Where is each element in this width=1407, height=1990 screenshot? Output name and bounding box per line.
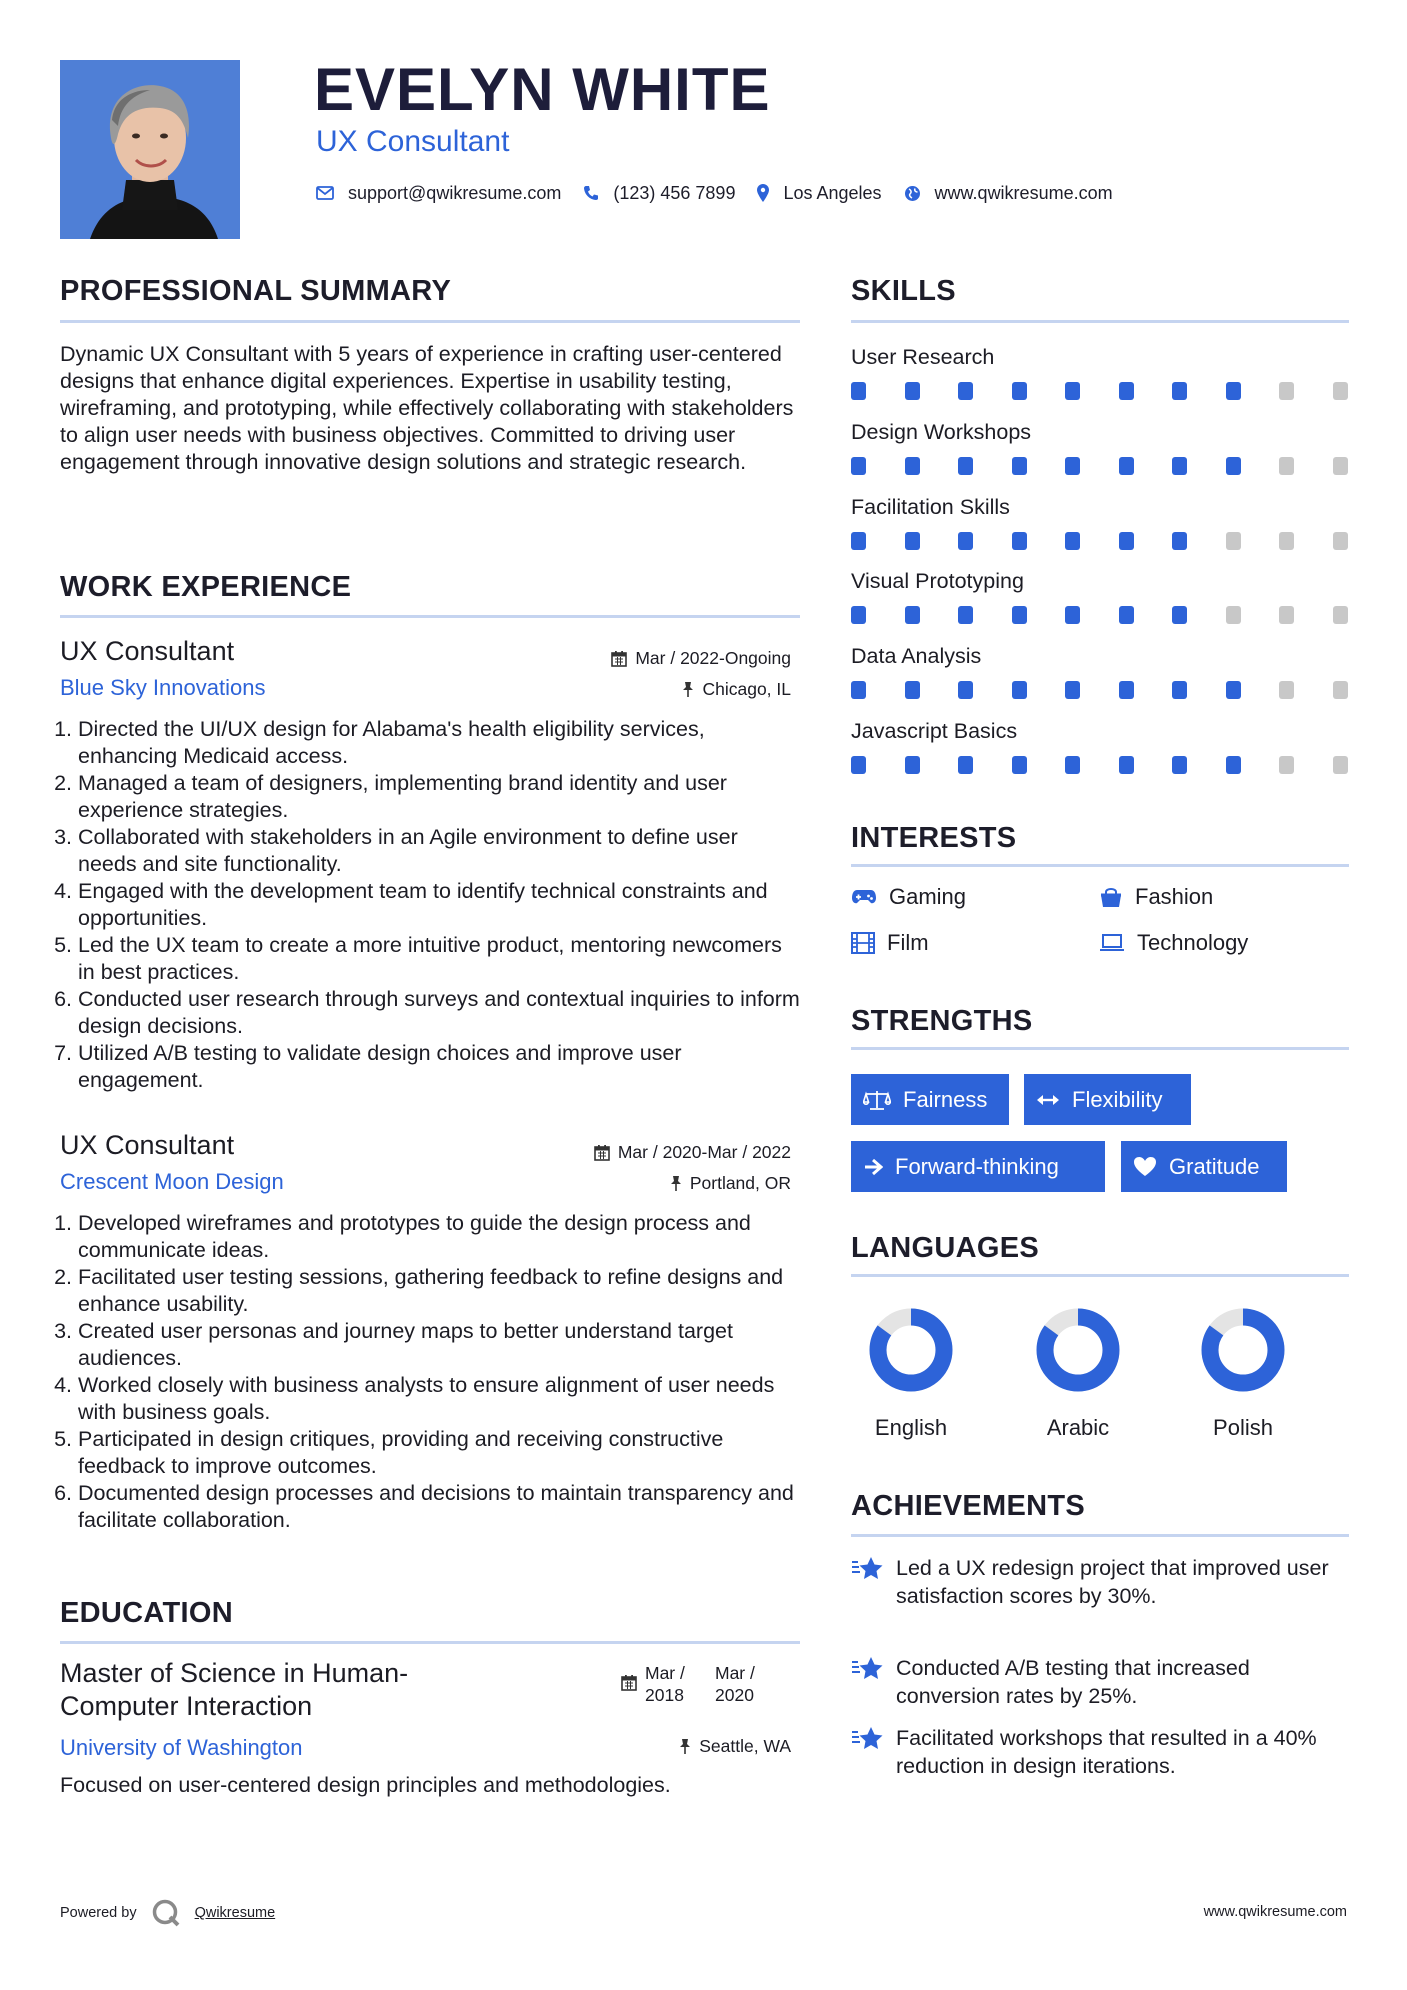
interest-item-film	[851, 929, 929, 957]
skill-dot-empty	[1279, 457, 1294, 475]
list-item: 3. Collaborated with stakeholders in an Agile environment to define user needs and site functionality.	[54, 825, 738, 876]
languages-heading: LANGUAGES	[851, 1232, 1039, 1264]
list-item: 6. Documented design processes and decisions to maintain transparency and facilitate collaboration.	[54, 1481, 794, 1532]
list-item: 1. Directed the UI/UX design for Alabama's health eligibility services, enhancing Medicaid access.	[54, 717, 705, 768]
phone-text: (123) 456 7899	[613, 182, 736, 203]
skill-dot-filled	[1119, 382, 1134, 400]
skills-divider	[851, 320, 1349, 323]
skill-dot-filled	[1226, 756, 1241, 774]
list-item: 4. Engaged with the development team to identify technical constraints and opportunities.	[54, 879, 768, 930]
language-donut-chart	[1035, 1307, 1121, 1393]
skill-name: Facilitation Skills	[851, 494, 1010, 519]
skill-dot-filled	[958, 756, 973, 774]
education-description: Focused on user-centered design principles and methodologies.	[60, 1773, 671, 1797]
strengths-divider	[851, 1047, 1349, 1050]
language-name: English	[874, 1415, 948, 1440]
skill-dot-filled	[905, 382, 920, 400]
candidate-name: EVELYN WHITE	[314, 56, 771, 123]
qwikresume-link[interactable]: Qwikresume	[194, 1905, 276, 1921]
profile-photo	[60, 60, 240, 239]
language-item	[1018, 1307, 1138, 1441]
strength-badge-flexibility	[1024, 1074, 1191, 1125]
education-location-text: Seattle, WA	[699, 1736, 791, 1756]
pushpin-icon	[682, 681, 694, 698]
contact-bar	[316, 178, 1135, 208]
skill-dot-filled	[851, 382, 866, 400]
skill-dot-empty	[1333, 606, 1348, 624]
skill-dot-filled	[1065, 532, 1080, 550]
job-bullets	[48, 1210, 800, 1534]
skill-dot-filled	[1012, 532, 1027, 550]
skill-dot-filled	[851, 606, 866, 624]
interest-label: Gaming	[889, 884, 967, 909]
job-title: UX Consultant	[60, 636, 235, 666]
list-item: 2. Managed a team of designers, implementing brand identity and user experience strategies.	[54, 771, 727, 822]
skill-dot-filled	[1012, 606, 1027, 624]
languages-divider	[851, 1274, 1349, 1277]
language-donut-chart	[1200, 1307, 1286, 1393]
calendar-icon	[594, 1144, 610, 1161]
skill-dot-filled	[851, 681, 866, 699]
skill-dot-filled	[1119, 532, 1134, 550]
skill-dot-filled	[905, 457, 920, 475]
shopping-bag-icon	[1099, 886, 1123, 908]
list-item: 2. Facilitated user testing sessions, gathering feedback to refine designs and enhance usability.	[54, 1265, 784, 1316]
interest-item-gaming	[851, 883, 966, 911]
skill-dot-filled	[851, 457, 866, 475]
achievement-item: Led a UX redesign project that improved user satisfaction scores by 30%.	[851, 1554, 1351, 1610]
achievement-item: Facilitated workshops that resulted in a 40% reduction in design iterations.	[851, 1724, 1351, 1780]
strength-label: Gratitude	[1169, 1153, 1260, 1179]
language-name: Arabic	[1046, 1415, 1110, 1440]
skill-dot-empty	[1333, 756, 1348, 774]
interest-label: Technology	[1137, 930, 1249, 955]
skill-dot-empty	[1279, 756, 1294, 774]
experience-divider	[60, 615, 800, 618]
footer-powered-by	[60, 1898, 275, 1928]
globe-icon	[904, 185, 921, 202]
interests-divider	[851, 864, 1349, 867]
skill-dot-empty	[1333, 382, 1348, 400]
skill-dot-empty	[1279, 681, 1294, 699]
strength-label: Fairness	[903, 1086, 988, 1112]
skill-dot-filled	[1012, 756, 1027, 774]
skill-dot-filled	[1172, 532, 1187, 550]
map-pin-icon	[757, 184, 769, 202]
achievement-item: Conducted A/B testing that increased conversion rates by 25%.	[851, 1654, 1351, 1710]
skill-dot-empty	[1333, 681, 1348, 699]
list-item: 5. Participated in design critiques, providing and receiving constructive feedback to improve outcomes.	[54, 1427, 724, 1478]
achievements-divider	[851, 1534, 1349, 1537]
skill-dot-filled	[905, 681, 920, 699]
skill-dot-filled	[1119, 606, 1134, 624]
skill-dot-filled	[1226, 382, 1241, 400]
arrow-right-icon	[863, 1158, 883, 1176]
experience-heading: WORK EXPERIENCE	[60, 571, 352, 603]
skill-dot-filled	[1012, 457, 1027, 475]
skill-dot-filled	[1226, 457, 1241, 475]
education-start: Mar / 2018	[645, 1663, 685, 1705]
skill-dot-filled	[1172, 756, 1187, 774]
list-item: 5. Led the UX team to create a more intuitive product, mentoring newcomers in best practices.	[54, 933, 782, 984]
skill-name: User Research	[851, 345, 995, 369]
school-name: University of Washington	[60, 1735, 303, 1760]
website-text: www.qwikresume.com	[934, 182, 1113, 203]
skill-dot-empty	[1333, 457, 1348, 475]
skill-name: Design Workshops	[851, 419, 1032, 444]
education-end: Mar / 2020	[715, 1663, 755, 1705]
strength-badge-gratitude	[1121, 1141, 1287, 1192]
footer-website[interactable]: www.qwikresume.com	[1203, 1904, 1347, 1920]
job-dates	[594, 1140, 791, 1164]
interest-label: Fashion	[1135, 884, 1214, 909]
job-dates-text: Mar / 2022-Ongoing	[635, 648, 791, 668]
skill-dot-filled	[851, 756, 866, 774]
education-location	[679, 1734, 791, 1758]
strength-label: Forward-thinking	[895, 1153, 1059, 1179]
location-text: Los Angeles	[783, 182, 882, 203]
language-name: Polish	[1213, 1415, 1273, 1440]
language-item	[851, 1307, 971, 1441]
skill-dot-empty	[1226, 606, 1241, 624]
skill-dot-empty	[1279, 606, 1294, 624]
pushpin-icon	[670, 1175, 682, 1192]
skill-dot-filled	[1065, 681, 1080, 699]
arrows-horizontal-icon	[1036, 1093, 1060, 1107]
skill-rating	[851, 681, 1349, 699]
job-dates	[611, 646, 791, 670]
skill-name: Data Analysis	[851, 644, 982, 669]
skill-dot-filled	[1065, 457, 1080, 475]
contact-phone[interactable]	[583, 183, 735, 204]
phone-icon	[583, 185, 599, 201]
qwikresume-logo-icon	[151, 1898, 181, 1928]
job-dates-text: Mar / 2020-Mar / 2022	[617, 1142, 791, 1162]
summary-text: Dynamic UX Consultant with 5 years of experience in crafting user-centered designs that enhance digital experiences. Expertise in usability testing, wireframing, and prototyping, while effectively collaborating with stakeholders to align user needs with business objectives. Committed to driving user engagement through innovative design solutions and strategic research.	[60, 342, 794, 474]
education-divider	[60, 1641, 800, 1644]
candidate-role: UX Consultant	[316, 125, 510, 158]
skill-rating	[851, 756, 1349, 774]
skill-dot-filled	[958, 532, 973, 550]
education-dates	[621, 1662, 785, 1706]
degree-title: Master of Science in Human-Computer Interaction	[60, 1658, 409, 1721]
skill-dot-empty	[1226, 532, 1241, 550]
balance-scale-icon	[863, 1089, 891, 1111]
list-item: 6. Conducted user research through surveys and contextual inquiries to inform design decisions.	[54, 987, 800, 1038]
skills-heading: SKILLS	[851, 275, 956, 307]
achievements-heading: ACHIEVEMENTS	[851, 1490, 1086, 1522]
skill-rating	[851, 382, 1349, 400]
skill-dot-filled	[1012, 681, 1027, 699]
language-donut-chart	[868, 1307, 954, 1393]
skill-dot-empty	[1279, 532, 1294, 550]
skill-dot-filled	[851, 532, 866, 550]
strength-badge-fairness	[851, 1074, 1009, 1125]
strengths-heading: STRENGTHS	[851, 1005, 1033, 1037]
job-location	[670, 1171, 791, 1195]
strength-badge-forward-thinking	[851, 1141, 1105, 1192]
skill-dot-empty	[1333, 532, 1348, 550]
skill-dot-filled	[1172, 382, 1187, 400]
powered-by-text: Powered by	[60, 1905, 137, 1921]
skill-dot-filled	[905, 606, 920, 624]
contact-location	[757, 183, 881, 204]
email-text: support@qwikresume.com	[348, 182, 562, 203]
list-item: 7. Utilized A/B testing to validate design choices and improve user engagement.	[54, 1041, 682, 1092]
interest-item-technology	[1099, 929, 1248, 957]
skill-dot-filled	[1065, 756, 1080, 774]
skill-dot-filled	[1012, 382, 1027, 400]
list-item: 4. Worked closely with business analysts to ensure alignment of user needs with business goals.	[54, 1373, 775, 1424]
job-location	[682, 677, 791, 701]
skill-dot-filled	[958, 457, 973, 475]
skill-dot-filled	[958, 681, 973, 699]
skill-dot-filled	[1065, 382, 1080, 400]
skill-dot-filled	[1172, 457, 1187, 475]
skill-rating	[851, 457, 1349, 475]
calendar-icon	[611, 650, 627, 667]
gamepad-icon	[851, 889, 877, 905]
job-company: Blue Sky Innovations	[60, 675, 266, 700]
strength-label: Flexibility	[1072, 1086, 1163, 1112]
skill-dot-filled	[905, 532, 920, 550]
summary-divider	[60, 320, 800, 323]
laptop-icon	[1099, 934, 1125, 952]
star-icon	[851, 1554, 896, 1610]
skill-dot-filled	[958, 606, 973, 624]
envelope-icon	[316, 186, 334, 200]
skill-dot-filled	[905, 756, 920, 774]
job-location-text: Chicago, IL	[702, 679, 791, 699]
star-icon	[851, 1654, 896, 1710]
skill-dot-filled	[958, 382, 973, 400]
skill-name: Visual Prototyping	[851, 569, 1024, 594]
skill-dot-filled	[1065, 606, 1080, 624]
interest-item-fashion	[1099, 883, 1213, 911]
contact-website[interactable]	[904, 183, 1113, 204]
interests-heading: INTERESTS	[851, 822, 1017, 854]
skill-rating	[851, 606, 1349, 624]
skill-rating	[851, 532, 1349, 550]
list-item: 1. Developed wireframes and prototypes to guide the design process and communicate ideas.	[54, 1211, 751, 1262]
star-icon	[851, 1724, 896, 1780]
summary-heading: PROFESSIONAL SUMMARY	[60, 275, 452, 307]
job-location-text: Portland, OR	[689, 1173, 791, 1193]
skill-dot-filled	[1172, 606, 1187, 624]
list-item: 3. Created user personas and journey maps to better understand target audiences.	[54, 1319, 733, 1370]
contact-email[interactable]	[316, 183, 561, 204]
calendar-icon	[621, 1674, 637, 1696]
skill-dot-empty	[1279, 382, 1294, 400]
skill-dot-filled	[1226, 681, 1241, 699]
skill-dot-filled	[1172, 681, 1187, 699]
job-bullets	[48, 716, 800, 1094]
education-heading: EDUCATION	[60, 1597, 233, 1629]
skill-dot-filled	[1119, 681, 1134, 699]
skill-name: Javascript Basics	[851, 719, 1018, 743]
pushpin-icon	[679, 1738, 691, 1755]
heart-icon	[1133, 1156, 1157, 1177]
job-company: Crescent Moon Design	[60, 1169, 284, 1194]
job-title: UX Consultant	[60, 1130, 235, 1160]
film-icon	[851, 932, 875, 954]
language-item	[1183, 1307, 1303, 1441]
interest-label: Film	[887, 930, 929, 955]
skill-dot-filled	[1119, 756, 1134, 774]
skill-dot-filled	[1119, 457, 1134, 475]
